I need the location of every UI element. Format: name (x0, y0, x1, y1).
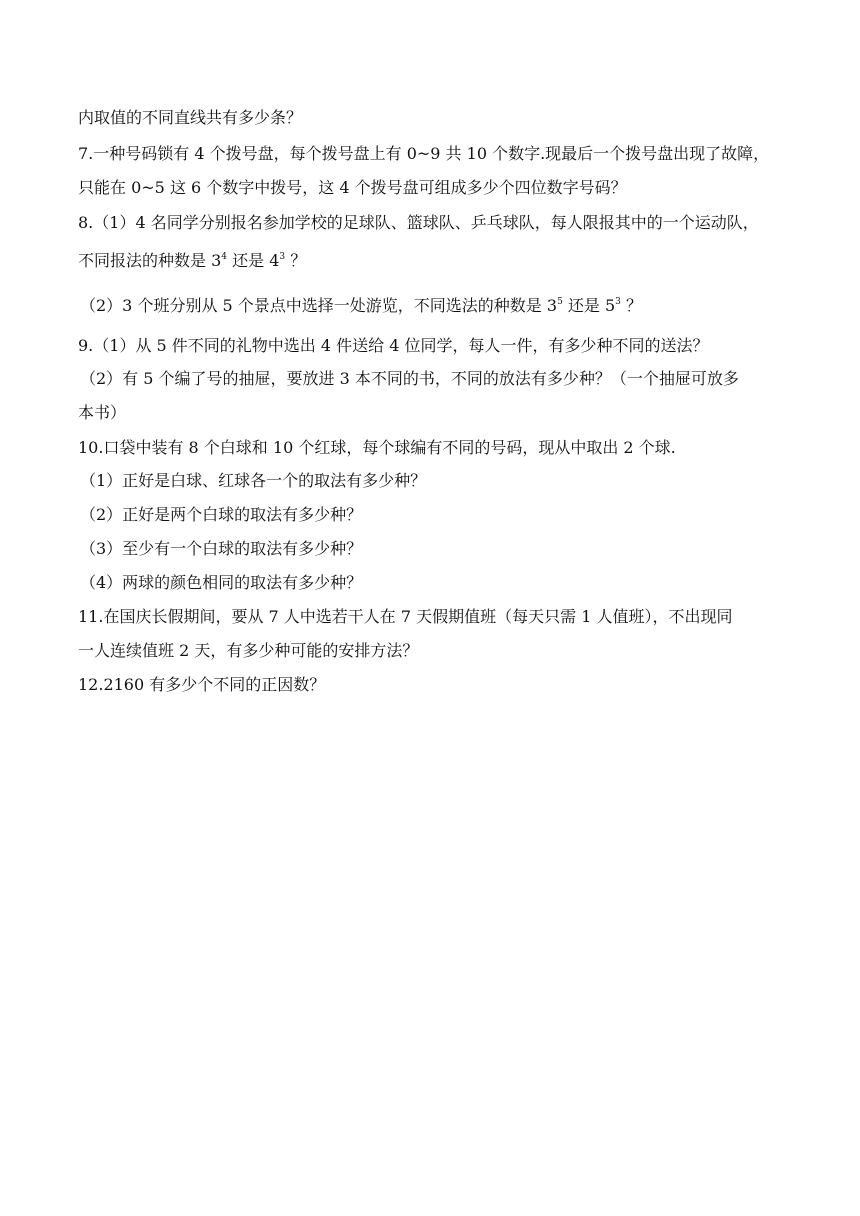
text-line-q7-part1: 7.一种号码锁有 4 个拨号盘，每个拨号盘上有 0~9 共 10 个数字.现最后一个拨号盘出现了故障， (78, 144, 770, 163)
text-line-q10-4: （4）两球的颜色相同的取法有多少种？ (80, 573, 363, 592)
text-line-q7-part2: 只能在 0~5 这 6 个数字中拨号，这 4 个拨号盘可组成多少个四位数字号码？ (78, 178, 627, 197)
q8-1-text-c: ？ (285, 251, 307, 270)
q8-2-text-a: （2）3 个班分别从 5 个景点中选择一处游览，不同选法的种数是 3 (80, 296, 558, 315)
text-line-q8-1-part1: 8.（1）4 名同学分别报名参加学校的足球队、篮球队、乒乓球队，每人限报其中的一个运动队， (78, 213, 759, 232)
text-line-q8-1-part2 (78, 251, 790, 271)
q8-1-exponent-b: 3 (279, 252, 286, 262)
text-line-q11-part1: 11.在国庆长假期间，要从 7 人中选若干人在 7 天假期值班（每天只需 1 人值班），不出现同 (78, 607, 733, 626)
text-line-q9-2-part1: （2）有 5 个编了号的抽屉，要放进 3 本不同的书，不同的放法有多少种？（一个抽屉可放多 (80, 369, 739, 388)
text-line-q12: 12.2160 有多少个不同的正因数？ (78, 675, 326, 694)
text-line-q10-3: （3）至少有一个白球的取法有多少种？ (80, 539, 363, 558)
q8-2-exponent-a: 5 (557, 297, 563, 307)
q8-1-text-a: 不同报法的种数是 3 (78, 251, 222, 270)
text-line-q9-2-part2: 本书） (78, 403, 127, 422)
text-line-q10: 10.口袋中装有 8 个白球和 10 个红球，每个球编有不同的号码，现从中取出 2 个球. (78, 438, 676, 457)
q8-2-text-c: ？ (620, 296, 642, 315)
text-line-q8-2 (80, 296, 792, 316)
q8-1-text-b: 还是 4 (227, 251, 280, 270)
q8-1-exponent-a: 4 (221, 252, 228, 262)
text-line-q6-continued: 内取值的不同直线共有多少条？ (78, 108, 303, 127)
text-line-q10-1: （1）正好是白球、红球各一个的取法有多少种？ (80, 471, 427, 490)
text-line-q9-1: 9.（1）从 5 件不同的礼物中选出 4 件送给 4 位同学，每人一件，有多少种不同的送法？ (78, 336, 709, 355)
text-line-q11-part2: 一人连续值班 2 天，有多少种可能的安排方法？ (78, 641, 419, 660)
text-line-q10-2: （2）正好是两个白球的取法有多少种？ (80, 505, 363, 524)
q8-2-text-b: 还是 5 (562, 296, 616, 315)
q8-2-exponent-b: 3 (615, 297, 621, 307)
